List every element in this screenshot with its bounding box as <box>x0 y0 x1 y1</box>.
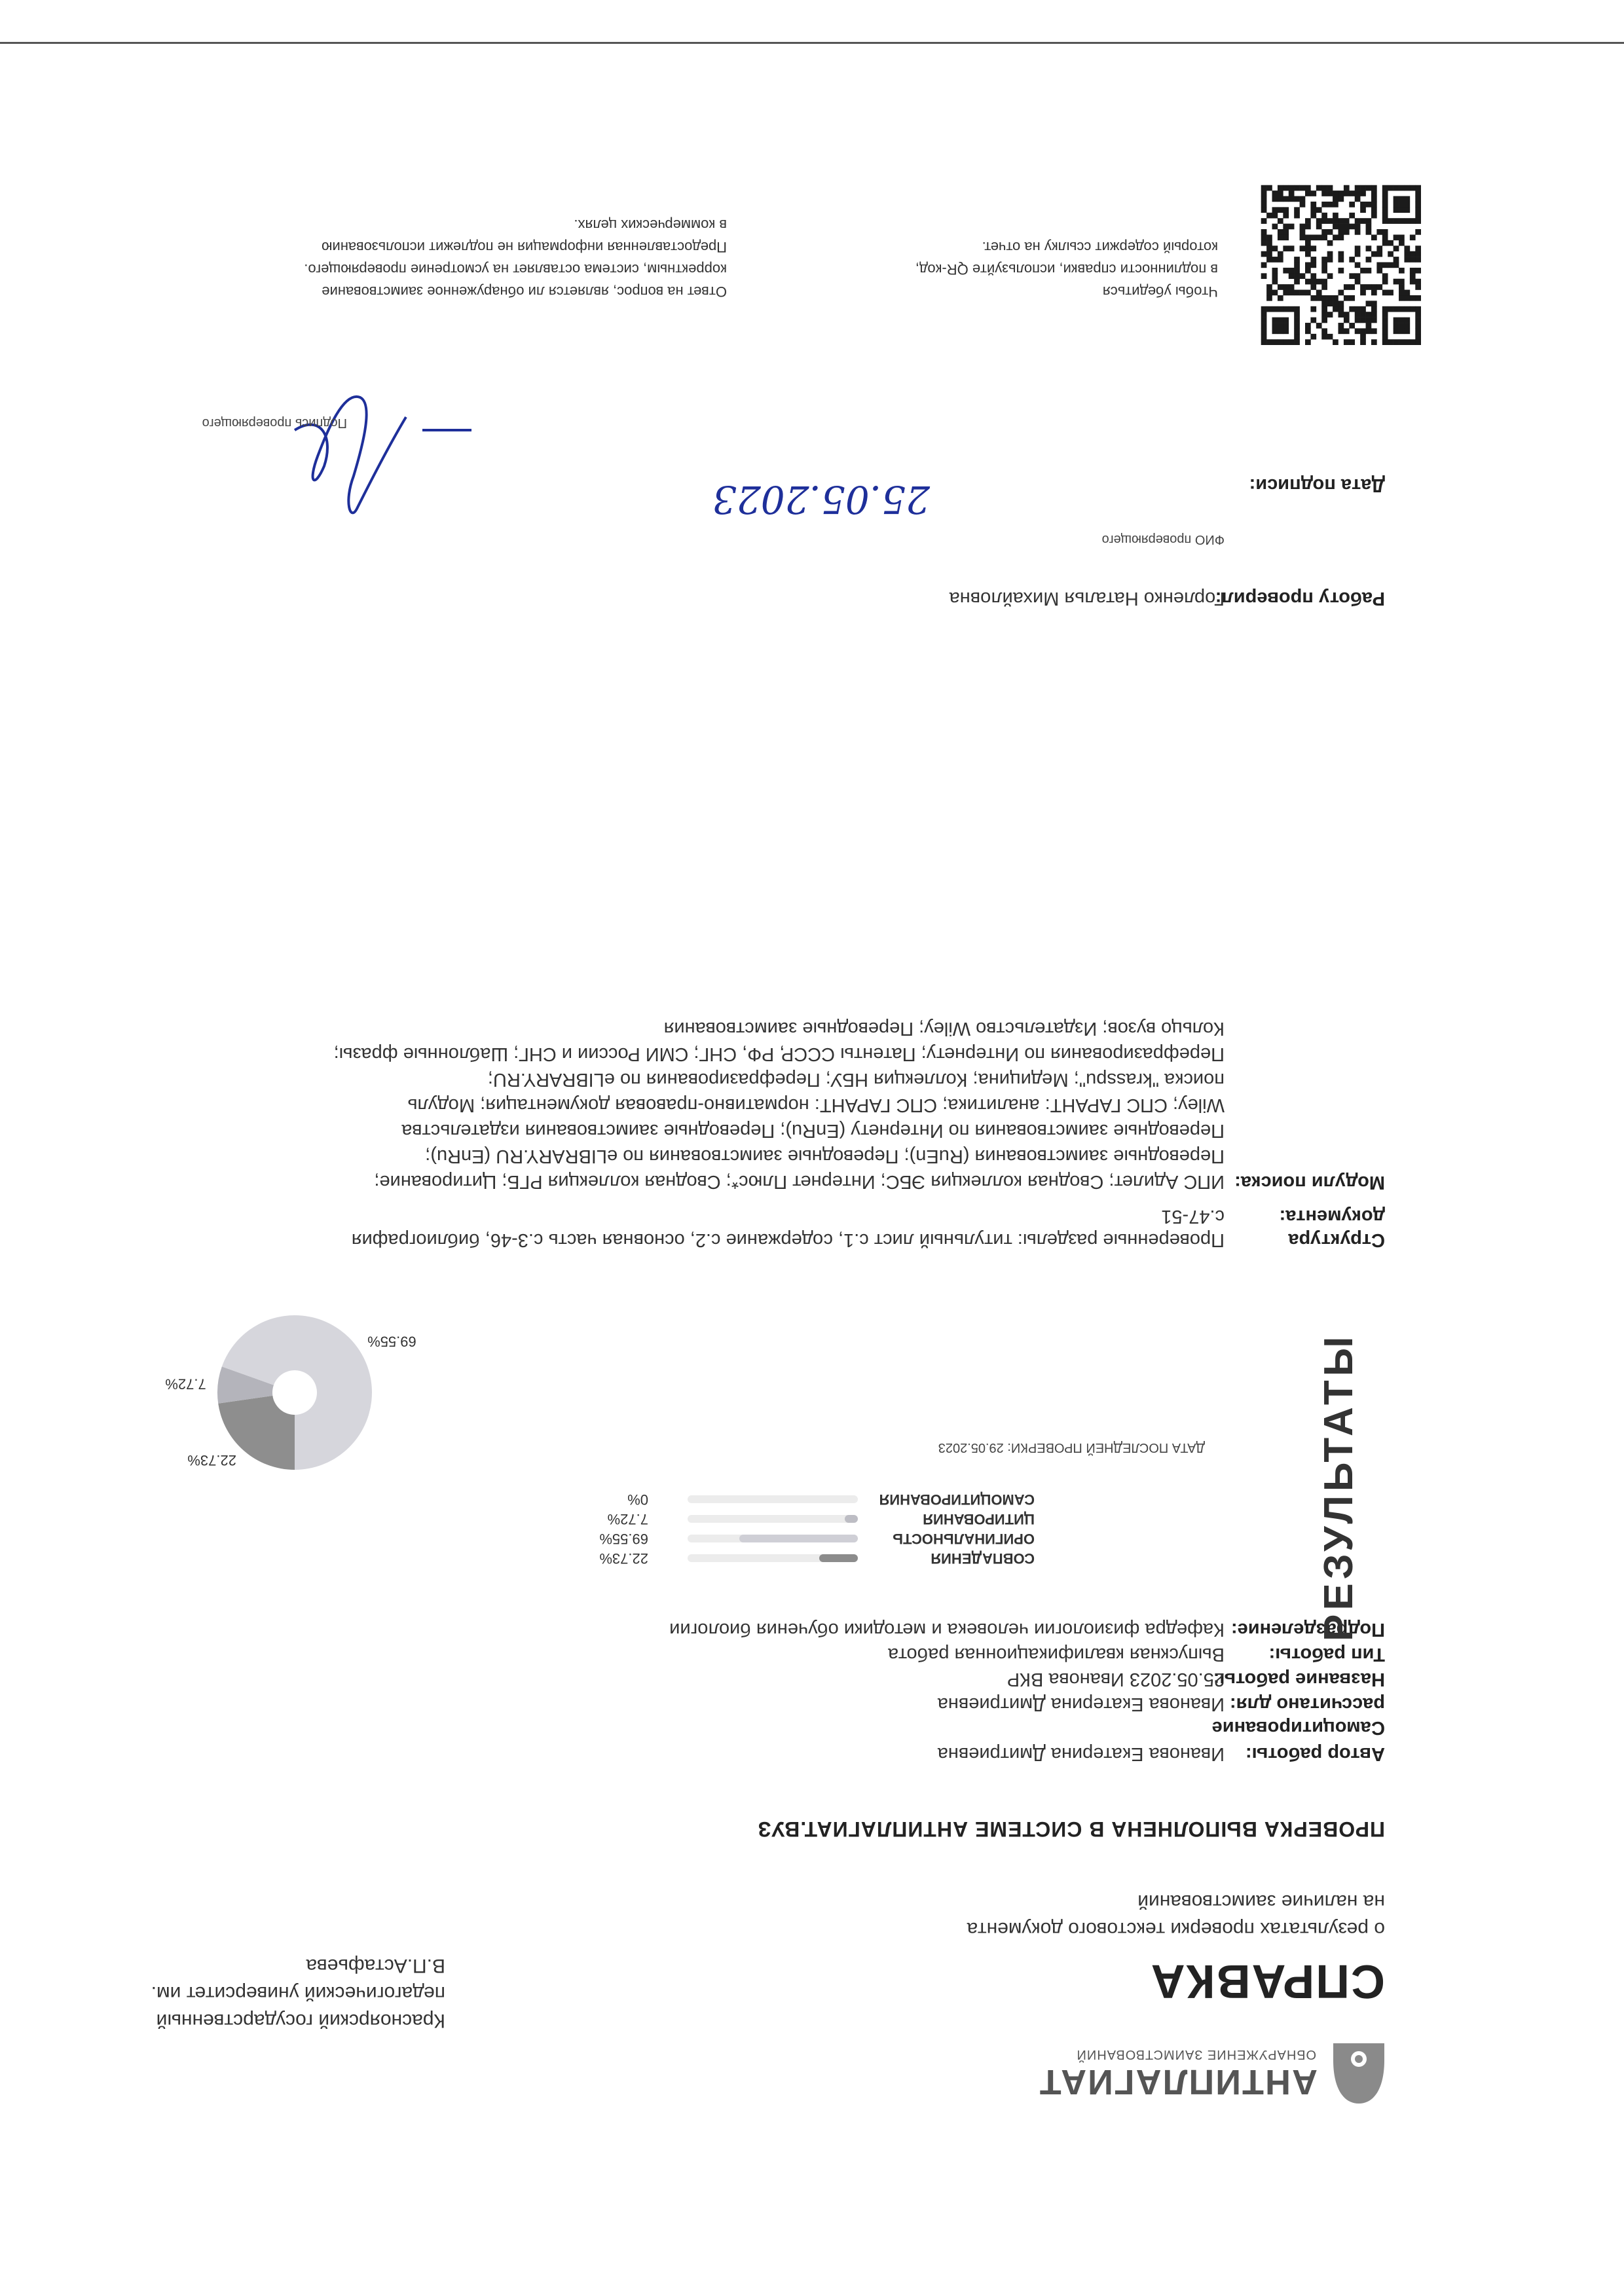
pie-chart <box>144 1294 416 1491</box>
subtitle-line: о результатах проверки текстового документа <box>967 1918 1385 1940</box>
self-cite-label-line: Самоцитирование <box>1211 1717 1385 1738</box>
check-heading: ПРОВЕРКА ВЫПОЛНЕНА В СИСТЕМЕ АНТИПЛАГИАТ.ВУЗ <box>757 1817 1385 1841</box>
modules-line: Кольцо вузов; Издательство Wiley; Переводные заимствования <box>663 1018 1225 1039</box>
structure-line: с.47-51 <box>1161 1206 1225 1227</box>
metric-value: 7.72% <box>607 1511 648 1527</box>
author-label: Автор работы: <box>1245 1743 1385 1764</box>
qr-caption-line: который содержит ссылку на отчет. <box>982 239 1218 255</box>
structure-value <box>144 1205 1225 1252</box>
signature-date-value: 25.05.2023 <box>712 477 930 522</box>
last-check-date: ДАТА ПОСЛЕДНЕЙ ПРОВЕРКИ: 29.05.2023 <box>938 1440 1205 1455</box>
pie-label: 22.73% <box>187 1451 236 1468</box>
metric-label: ОРИГИНАЛЬНОСТЬ <box>893 1531 1035 1547</box>
results-metrics <box>445 1476 1035 1568</box>
qr-caption <box>915 236 1218 302</box>
metric-bar-track <box>688 1495 858 1503</box>
disclaimer-line: корректным, система оставляет на усмотрение проверяющего. <box>304 261 727 278</box>
scan-edge-line <box>0 42 1624 44</box>
antiplagiat-logo-icon <box>1329 2041 1388 2106</box>
department-label: Подразделение: <box>1230 1619 1385 1640</box>
structure-label-line: документа: <box>1279 1206 1385 1227</box>
metric-value: 69.55% <box>599 1531 648 1547</box>
metric-bar-fill <box>845 1515 858 1523</box>
signature-caption: Подпись проверяющего <box>202 416 347 430</box>
qr-code <box>1261 185 1421 345</box>
logo-name: АНТИПЛАГИАТ <box>1038 2062 1318 2102</box>
metric-label: САМОЦИТИРОВАНИЯ <box>879 1491 1035 1508</box>
modules-line: ИПС Адилет; Сводная коллекция ЭБС; Интернет Плюс*; Сводная коллекция РГБ; Цитирование; <box>374 1171 1225 1192</box>
self-cite-label-line: рассчитано для: <box>1229 1694 1385 1715</box>
subtitle <box>967 1887 1385 1942</box>
reviewer-name: Горленко Наталья Михайловна <box>949 588 1225 609</box>
metric-row <box>445 1509 1035 1529</box>
qr-caption-line: Чтобы убедиться <box>1102 283 1218 300</box>
metric-value: 0% <box>627 1491 648 1508</box>
modules-line: Wiley; СПС ГАРАНТ: аналитика; СПС ГАРАНТ: нормативно-правовая документация; Модуль <box>407 1095 1225 1116</box>
university-line: В.П.Астафьева <box>306 1955 445 1977</box>
metric-bar-fill <box>739 1535 858 1542</box>
disclaimer-line: Предоставленная информация не подлежит использованию <box>322 239 727 255</box>
self-cite-value: Иванова Екатерина Дмитриевна <box>937 1694 1225 1715</box>
structure-line: Проверенные разделы: титульный лист с.1, содержание с.2, основная часть с.3-46, библиография <box>351 1230 1225 1250</box>
work-type-value: Выпускная квалификационная работа <box>888 1644 1225 1665</box>
metric-bar-track <box>688 1515 858 1523</box>
metric-row <box>445 1489 1035 1509</box>
reviewer-label: Работу проверил: <box>1215 588 1385 609</box>
metric-bar-fill <box>819 1554 858 1562</box>
metric-bar-track <box>688 1535 858 1542</box>
disclaimer-line: Ответ на вопрос, является ли обнаруженное заимствование <box>322 283 727 300</box>
metric-label: СОВПАДЕНИЯ <box>931 1550 1035 1567</box>
metric-row <box>445 1548 1035 1568</box>
university-line: Красноярский государственный <box>156 2010 445 2032</box>
page-title: СПРАВКА <box>1149 1955 1385 2007</box>
modules-line: поиска "krasspu"; Медицина; Коллекция НБУ; Перефразирования по eLIBRARY.RU; <box>487 1069 1225 1090</box>
metric-row <box>445 1529 1035 1548</box>
work-type-label: Тип работы: <box>1268 1644 1385 1665</box>
modules-line: Переводные заимствования (RuEn); Переводные заимствования по eLIBRARY.RU (EnRu); <box>425 1146 1225 1167</box>
logo-tagline: ОБНАРУЖЕНИЕ ЗАИМСТВОВАНИЙ <box>1076 2047 1316 2062</box>
structure-label <box>1280 1205 1385 1252</box>
modules-label: Модули поиска: <box>1234 1172 1385 1193</box>
metric-value: 22.73% <box>599 1550 648 1567</box>
signature-date-label: Дата подписи: <box>1249 475 1385 496</box>
subtitle-line: на наличие заимствований <box>1137 1891 1385 1912</box>
disclaimer-line: в коммерческих целях. <box>574 217 727 233</box>
reviewer-name-caption: ФИО проверяющего <box>1101 532 1225 547</box>
pie-label: 7.72% <box>165 1376 206 1393</box>
structure-label-line: Структура <box>1288 1230 1385 1250</box>
modules-line: Переводные заимствования по Интернету (EnRu); Переводные заимствования издательства <box>401 1120 1225 1141</box>
work-name-label: Название работы: <box>1213 1669 1385 1690</box>
metric-bar-track <box>688 1554 858 1562</box>
department-value: Кафедра физиологии человека и методики обучения биологии <box>669 1619 1225 1640</box>
self-cite-label <box>1212 1692 1385 1740</box>
university-name <box>151 1952 445 2034</box>
metric-label: ЦИТИРОВАНИЯ <box>923 1511 1035 1527</box>
modules-line: Перефразирования по Интернету; Патенты СССР, РФ, СНГ; СМИ России и СНГ; Шаблонные фразы; <box>333 1044 1225 1065</box>
pie-label: 69.55% <box>367 1333 416 1350</box>
results-heading: РЕЗУЛЬТАТЫ <box>1316 1332 1361 1641</box>
modules-list <box>111 1015 1225 1194</box>
disclaimer <box>304 213 727 302</box>
university-line: педагогический университет им. <box>151 1982 445 2004</box>
results-pie <box>144 1294 416 1491</box>
author-value: Иванова Екатерина Дмитриевна <box>937 1743 1225 1764</box>
work-name-value: 25.05.2023 Иванова ВКР <box>1006 1669 1225 1690</box>
handwritten-signature <box>262 384 485 528</box>
qr-caption-line: в подлинности справки, используйте QR-код, <box>915 261 1218 278</box>
